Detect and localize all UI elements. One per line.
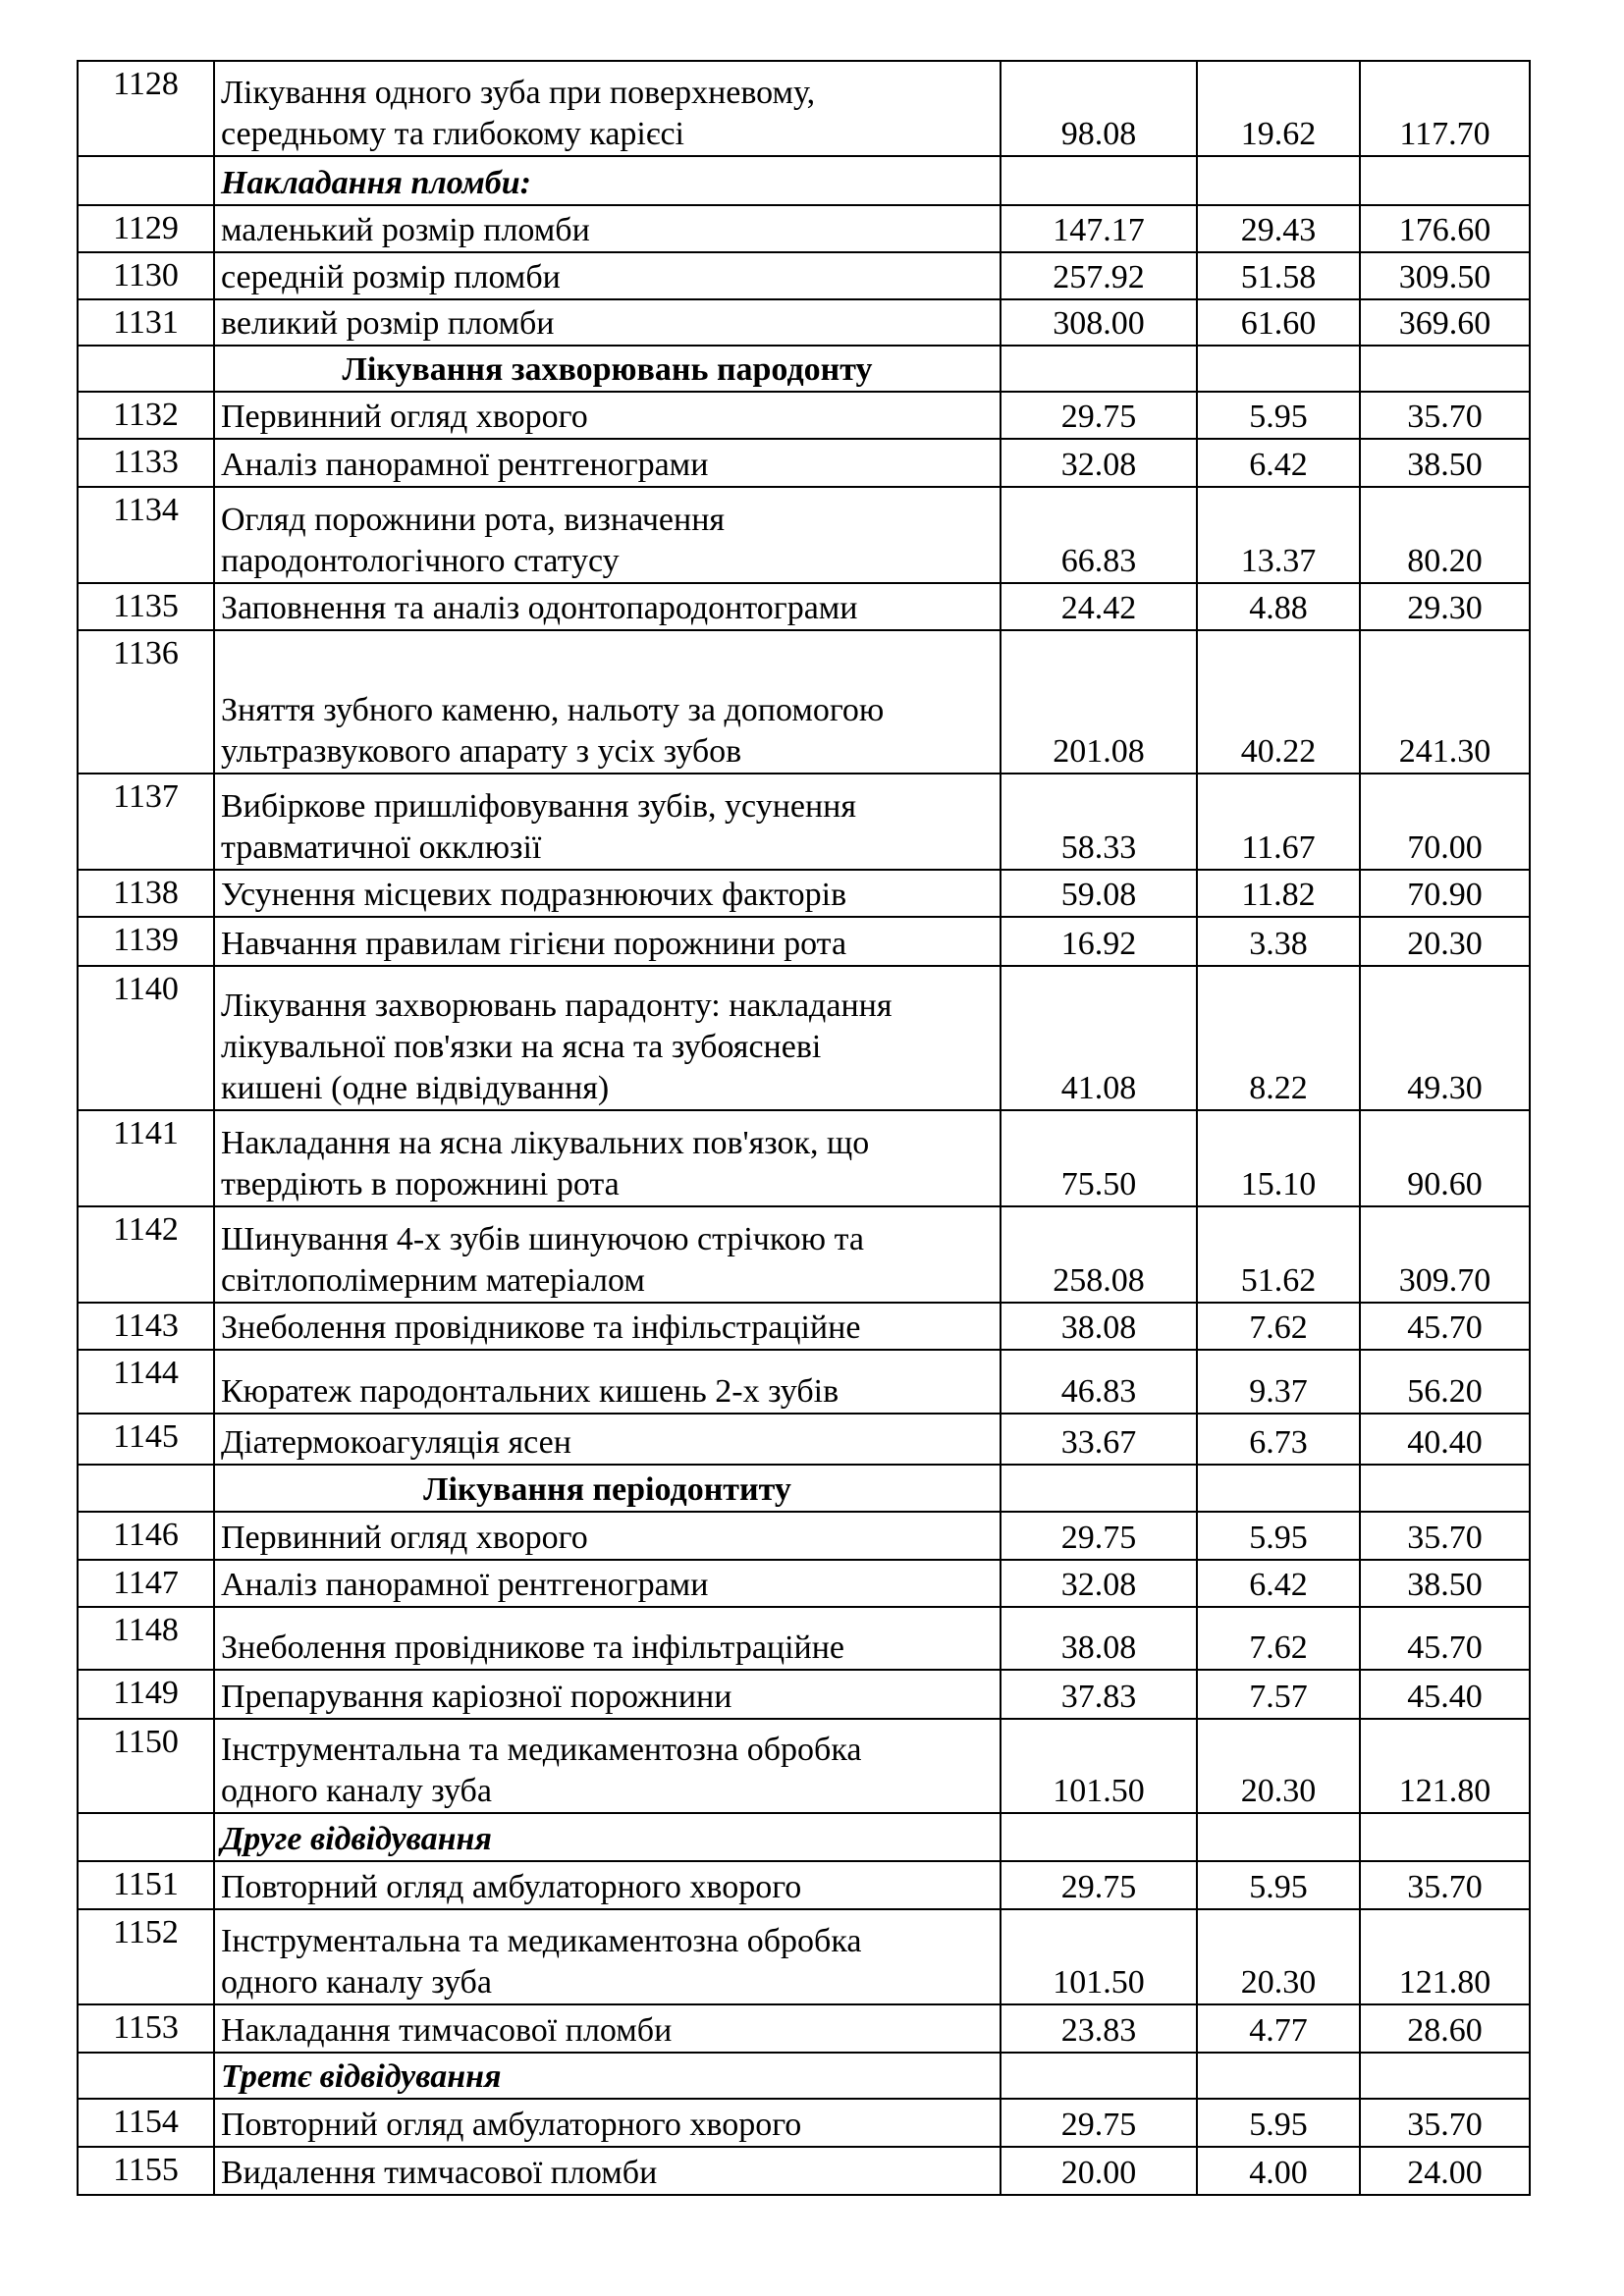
price-total: 35.70 bbox=[1360, 1512, 1530, 1560]
price-base: 75.50 bbox=[1001, 1110, 1197, 1206]
description-line: Накладання на ясна лікувальних пов'язок, що bbox=[221, 1125, 870, 1161]
price-total: 80.20 bbox=[1360, 487, 1530, 583]
service-code: 1151 bbox=[78, 1861, 214, 1909]
price-total: 121.80 bbox=[1360, 1719, 1530, 1813]
table-row bbox=[78, 1861, 1530, 1909]
price-total: 38.50 bbox=[1360, 439, 1530, 487]
table-row bbox=[78, 61, 1530, 156]
price-base: 23.83 bbox=[1001, 2004, 1197, 2053]
price-base: 101.50 bbox=[1001, 1719, 1197, 1813]
service-code: 1154 bbox=[78, 2099, 214, 2147]
price-vat: 11.82 bbox=[1197, 870, 1360, 917]
value-cell bbox=[1360, 156, 1530, 205]
service-description bbox=[214, 252, 1001, 299]
value-cell bbox=[1360, 2053, 1530, 2099]
price-vat: 20.30 bbox=[1197, 1719, 1360, 1813]
price-vat: 11.67 bbox=[1197, 774, 1360, 870]
service-code: 1132 bbox=[78, 392, 214, 439]
table-row bbox=[78, 630, 1530, 774]
description-line: Інструментальна та медикаментозна обробка bbox=[221, 1923, 862, 1959]
service-description bbox=[214, 774, 1001, 870]
table-row bbox=[78, 1206, 1530, 1303]
price-base: 101.50 bbox=[1001, 1909, 1197, 2004]
service-description bbox=[214, 1414, 1001, 1465]
price-vat: 51.62 bbox=[1197, 1206, 1360, 1303]
value-cell bbox=[1360, 1813, 1530, 1861]
value-cell bbox=[1197, 2053, 1360, 2099]
description-line: кишені (одне відвідування) bbox=[221, 1070, 610, 1106]
table-row bbox=[78, 870, 1530, 917]
service-code: 1144 bbox=[78, 1350, 214, 1414]
price-base: 98.08 bbox=[1001, 61, 1197, 156]
price-vat: 29.43 bbox=[1197, 205, 1360, 252]
description-line: Заповнення та аналіз одонтопародонтограми bbox=[221, 590, 858, 626]
price-vat: 3.38 bbox=[1197, 917, 1360, 966]
service-code: 1149 bbox=[78, 1670, 214, 1719]
description-line: твердіють в порожнині рота bbox=[221, 1166, 620, 1202]
service-code: 1138 bbox=[78, 870, 214, 917]
description-line: Огляд порожнини рота, визначення bbox=[221, 502, 726, 538]
price-total: 29.30 bbox=[1360, 583, 1530, 630]
service-description bbox=[214, 870, 1001, 917]
value-cell bbox=[1197, 1465, 1360, 1512]
price-base: 32.08 bbox=[1001, 1560, 1197, 1607]
service-code: 1136 bbox=[78, 630, 214, 774]
price-vat: 7.62 bbox=[1197, 1303, 1360, 1350]
description-line: Лікування одного зуба при поверхневому, bbox=[221, 75, 816, 111]
service-code: 1129 bbox=[78, 205, 214, 252]
description-line: Повторний огляд амбулаторного хворого bbox=[221, 1869, 802, 1905]
price-total: 70.90 bbox=[1360, 870, 1530, 917]
description-line: середній розмір пломби bbox=[221, 259, 561, 295]
price-total: 121.80 bbox=[1360, 1909, 1530, 2004]
table-row bbox=[78, 917, 1530, 966]
section-title: Лікування захворювань пародонту bbox=[214, 346, 1001, 392]
price-table-body bbox=[78, 61, 1530, 2195]
service-code: 1139 bbox=[78, 917, 214, 966]
service-description bbox=[214, 1670, 1001, 1719]
value-cell bbox=[1001, 2053, 1197, 2099]
service-code: 1155 bbox=[78, 2147, 214, 2195]
section-title: Друге відвідування bbox=[214, 1813, 1001, 1861]
price-vat: 6.42 bbox=[1197, 439, 1360, 487]
table-row bbox=[78, 439, 1530, 487]
description-line: Накладання тимчасової пломби bbox=[221, 2012, 673, 2049]
service-code: 1146 bbox=[78, 1512, 214, 1560]
service-description bbox=[214, 1560, 1001, 1607]
price-total: 20.30 bbox=[1360, 917, 1530, 966]
price-base: 38.08 bbox=[1001, 1607, 1197, 1670]
table-row bbox=[78, 2099, 1530, 2147]
description-line: Лікування захворювань парадонту: накладання bbox=[221, 988, 893, 1024]
description-line: ультразвукового апарату з усіх зубов bbox=[221, 733, 742, 770]
price-vat: 9.37 bbox=[1197, 1350, 1360, 1414]
price-vat: 40.22 bbox=[1197, 630, 1360, 774]
price-vat: 8.22 bbox=[1197, 966, 1360, 1110]
service-description bbox=[214, 966, 1001, 1110]
price-base: 38.08 bbox=[1001, 1303, 1197, 1350]
value-cell bbox=[1001, 1465, 1197, 1512]
price-vat: 13.37 bbox=[1197, 487, 1360, 583]
price-vat: 4.88 bbox=[1197, 583, 1360, 630]
table-row bbox=[78, 487, 1530, 583]
description-line: травматичної окклюзії bbox=[221, 829, 542, 866]
price-vat: 61.60 bbox=[1197, 299, 1360, 346]
description-line: Усунення місцевих подразнюючих факторів bbox=[221, 877, 847, 913]
service-description bbox=[214, 2147, 1001, 2195]
description-line: Первинний огляд хворого bbox=[221, 399, 588, 435]
price-total: 241.30 bbox=[1360, 630, 1530, 774]
price-total: 49.30 bbox=[1360, 966, 1530, 1110]
service-code: 1134 bbox=[78, 487, 214, 583]
price-vat: 20.30 bbox=[1197, 1909, 1360, 2004]
service-description bbox=[214, 61, 1001, 156]
table-row bbox=[78, 2147, 1530, 2195]
description-line: Повторний огляд амбулаторного хворого bbox=[221, 2107, 802, 2143]
service-code: 1140 bbox=[78, 966, 214, 1110]
service-code: 1145 bbox=[78, 1414, 214, 1465]
price-base: 58.33 bbox=[1001, 774, 1197, 870]
price-table bbox=[77, 60, 1531, 2196]
description-line: Інструментальна та медикаментозна обробка bbox=[221, 1732, 862, 1768]
table-row bbox=[78, 1414, 1530, 1465]
price-base: 66.83 bbox=[1001, 487, 1197, 583]
description-line: маленький розмір пломби bbox=[221, 212, 590, 248]
table-row bbox=[78, 1110, 1530, 1206]
service-description bbox=[214, 487, 1001, 583]
price-base: 33.67 bbox=[1001, 1414, 1197, 1465]
table-row bbox=[78, 205, 1530, 252]
service-description bbox=[214, 1110, 1001, 1206]
price-base: 41.08 bbox=[1001, 966, 1197, 1110]
value-cell bbox=[1360, 346, 1530, 392]
service-description bbox=[214, 917, 1001, 966]
section-row bbox=[78, 1465, 1530, 1512]
description-line: Шинування 4-х зубів шинуючою стрічкою та bbox=[221, 1221, 864, 1257]
price-base: 258.08 bbox=[1001, 1206, 1197, 1303]
value-cell bbox=[1001, 346, 1197, 392]
code-cell bbox=[78, 1465, 214, 1512]
description-line: лікувальної пов'язки на ясна та зубоясневі bbox=[221, 1029, 822, 1065]
section-title: Накладання пломби: bbox=[214, 156, 1001, 205]
description-line: Видалення тимчасової пломби bbox=[221, 2155, 658, 2191]
service-description bbox=[214, 1512, 1001, 1560]
price-total: 35.70 bbox=[1360, 1861, 1530, 1909]
price-vat: 5.95 bbox=[1197, 1861, 1360, 1909]
table-row bbox=[78, 1719, 1530, 1813]
price-base: 59.08 bbox=[1001, 870, 1197, 917]
table-row bbox=[78, 1560, 1530, 1607]
price-vat: 4.00 bbox=[1197, 2147, 1360, 2195]
price-vat: 5.95 bbox=[1197, 2099, 1360, 2147]
price-base: 201.08 bbox=[1001, 630, 1197, 774]
description-line: Знеболення провідникове та інфільтраційне bbox=[221, 1629, 845, 1666]
service-code: 1135 bbox=[78, 583, 214, 630]
service-code: 1147 bbox=[78, 1560, 214, 1607]
service-code: 1137 bbox=[78, 774, 214, 870]
service-description bbox=[214, 1719, 1001, 1813]
price-vat: 5.95 bbox=[1197, 1512, 1360, 1560]
table-row bbox=[78, 252, 1530, 299]
table-row bbox=[78, 1670, 1530, 1719]
price-vat: 15.10 bbox=[1197, 1110, 1360, 1206]
service-code: 1150 bbox=[78, 1719, 214, 1813]
service-description bbox=[214, 1206, 1001, 1303]
description-line: Первинний огляд хворого bbox=[221, 1520, 588, 1556]
price-base: 29.75 bbox=[1001, 392, 1197, 439]
price-base: 46.83 bbox=[1001, 1350, 1197, 1414]
service-code: 1153 bbox=[78, 2004, 214, 2053]
description-line: Діатермокоагуляція ясен bbox=[221, 1424, 571, 1461]
value-cell bbox=[1197, 1813, 1360, 1861]
service-description bbox=[214, 1303, 1001, 1350]
price-total: 369.60 bbox=[1360, 299, 1530, 346]
section-row bbox=[78, 346, 1530, 392]
description-line: середньому та глибокому карієсі bbox=[221, 116, 684, 152]
price-total: 35.70 bbox=[1360, 2099, 1530, 2147]
service-description bbox=[214, 1861, 1001, 1909]
description-line: Знеболення провідникове та інфільстраційне bbox=[221, 1309, 861, 1346]
description-line: Зняття зубного каменю, нальоту за допомогою bbox=[221, 692, 885, 728]
price-base: 20.00 bbox=[1001, 2147, 1197, 2195]
price-vat: 7.57 bbox=[1197, 1670, 1360, 1719]
price-base: 308.00 bbox=[1001, 299, 1197, 346]
service-code: 1152 bbox=[78, 1909, 214, 2004]
table-row bbox=[78, 1607, 1530, 1670]
service-code: 1141 bbox=[78, 1110, 214, 1206]
value-cell bbox=[1360, 1465, 1530, 1512]
section-title: Третє відвідування bbox=[214, 2053, 1001, 2099]
service-description bbox=[214, 1607, 1001, 1670]
price-total: 35.70 bbox=[1360, 392, 1530, 439]
price-base: 29.75 bbox=[1001, 1861, 1197, 1909]
price-base: 24.42 bbox=[1001, 583, 1197, 630]
table-row bbox=[78, 392, 1530, 439]
table-row bbox=[78, 1512, 1530, 1560]
price-total: 70.00 bbox=[1360, 774, 1530, 870]
table-row bbox=[78, 1303, 1530, 1350]
price-vat: 6.42 bbox=[1197, 1560, 1360, 1607]
service-code: 1143 bbox=[78, 1303, 214, 1350]
service-code: 1148 bbox=[78, 1607, 214, 1670]
price-base: 147.17 bbox=[1001, 205, 1197, 252]
description-line: одного каналу зуба bbox=[221, 1964, 492, 2001]
service-description bbox=[214, 1909, 1001, 2004]
price-total: 176.60 bbox=[1360, 205, 1530, 252]
service-code: 1128 bbox=[78, 61, 214, 156]
price-base: 37.83 bbox=[1001, 1670, 1197, 1719]
price-total: 90.60 bbox=[1360, 1110, 1530, 1206]
price-total: 28.60 bbox=[1360, 2004, 1530, 2053]
price-total: 24.00 bbox=[1360, 2147, 1530, 2195]
table-row bbox=[78, 966, 1530, 1110]
price-total: 117.70 bbox=[1360, 61, 1530, 156]
service-description bbox=[214, 439, 1001, 487]
service-description bbox=[214, 205, 1001, 252]
price-total: 56.20 bbox=[1360, 1350, 1530, 1414]
table-row bbox=[78, 2004, 1530, 2053]
price-total: 45.40 bbox=[1360, 1670, 1530, 1719]
code-cell bbox=[78, 1813, 214, 1861]
service-description bbox=[214, 1350, 1001, 1414]
service-description bbox=[214, 2004, 1001, 2053]
price-total: 40.40 bbox=[1360, 1414, 1530, 1465]
table-row bbox=[78, 1909, 1530, 2004]
description-line: Препарування каріозної порожнини bbox=[221, 1679, 732, 1715]
price-base: 257.92 bbox=[1001, 252, 1197, 299]
service-code: 1133 bbox=[78, 439, 214, 487]
price-vat: 6.73 bbox=[1197, 1414, 1360, 1465]
description-line: Кюратеж пародонтальних кишень 2-х зубів bbox=[221, 1373, 839, 1410]
price-vat: 4.77 bbox=[1197, 2004, 1360, 2053]
table-row bbox=[78, 299, 1530, 346]
description-line: Аналіз панорамної рентгенограми bbox=[221, 447, 709, 483]
value-cell bbox=[1001, 156, 1197, 205]
price-base: 29.75 bbox=[1001, 1512, 1197, 1560]
description-line: Аналіз панорамної рентгенограми bbox=[221, 1567, 709, 1603]
service-description bbox=[214, 392, 1001, 439]
price-total: 45.70 bbox=[1360, 1607, 1530, 1670]
price-total: 45.70 bbox=[1360, 1303, 1530, 1350]
price-vat: 19.62 bbox=[1197, 61, 1360, 156]
service-code: 1131 bbox=[78, 299, 214, 346]
value-cell bbox=[1001, 1813, 1197, 1861]
value-cell bbox=[1197, 346, 1360, 392]
section-row bbox=[78, 156, 1530, 205]
description-line: Навчання правилам гігієни порожнини рота bbox=[221, 926, 847, 962]
service-description bbox=[214, 583, 1001, 630]
table-row bbox=[78, 1350, 1530, 1414]
description-line: пародонтологічного статусу bbox=[221, 543, 620, 579]
code-cell bbox=[78, 156, 214, 205]
price-total: 309.70 bbox=[1360, 1206, 1530, 1303]
service-code: 1142 bbox=[78, 1206, 214, 1303]
price-vat: 5.95 bbox=[1197, 392, 1360, 439]
price-base: 29.75 bbox=[1001, 2099, 1197, 2147]
section-row bbox=[78, 1813, 1530, 1861]
price-total: 309.50 bbox=[1360, 252, 1530, 299]
value-cell bbox=[1197, 156, 1360, 205]
price-total: 38.50 bbox=[1360, 1560, 1530, 1607]
section-title: Лікування періодонтиту bbox=[214, 1465, 1001, 1512]
code-cell bbox=[78, 346, 214, 392]
service-description bbox=[214, 630, 1001, 774]
description-line: великий розмір пломби bbox=[221, 305, 555, 342]
section-row bbox=[78, 2053, 1530, 2099]
description-line: світлополімерним матеріалом bbox=[221, 1262, 645, 1299]
service-description bbox=[214, 299, 1001, 346]
service-code: 1130 bbox=[78, 252, 214, 299]
description-line: одного каналу зуба bbox=[221, 1773, 492, 1809]
table-row bbox=[78, 583, 1530, 630]
price-base: 16.92 bbox=[1001, 917, 1197, 966]
price-vat: 51.58 bbox=[1197, 252, 1360, 299]
price-base: 32.08 bbox=[1001, 439, 1197, 487]
service-description bbox=[214, 2099, 1001, 2147]
price-vat: 7.62 bbox=[1197, 1607, 1360, 1670]
description-line: Вибіркове пришліфовування зубів, усунення bbox=[221, 788, 857, 825]
description-line bbox=[221, 649, 998, 690]
table-row bbox=[78, 774, 1530, 870]
code-cell bbox=[78, 2053, 214, 2099]
